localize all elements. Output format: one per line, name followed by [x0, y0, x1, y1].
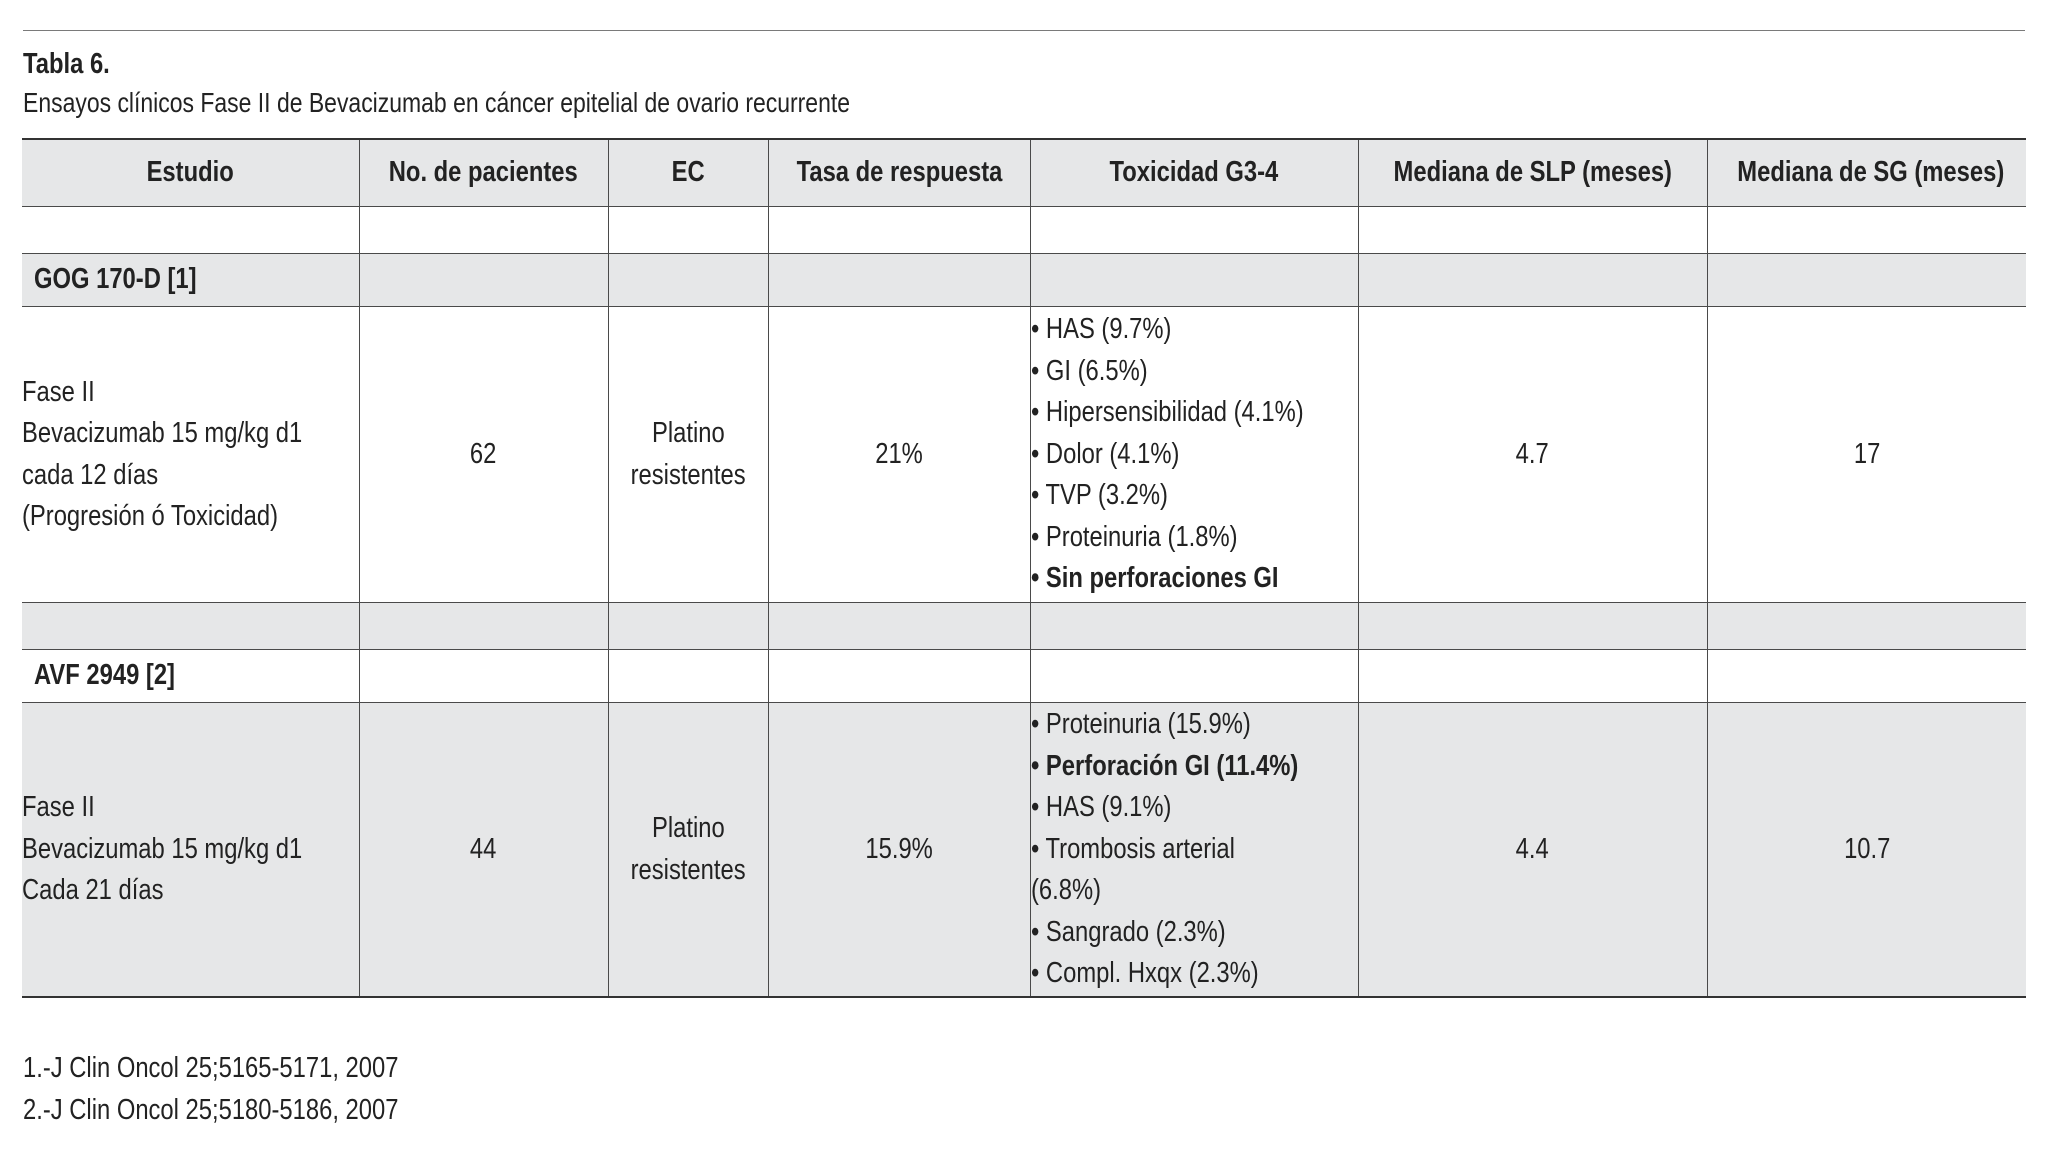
response-rate-cell: 15.9%	[768, 703, 1030, 998]
response-rate-cell: 21%	[768, 307, 1030, 603]
header-sg: Mediana de SG (meses)	[1707, 139, 2026, 207]
top-rule	[23, 30, 2025, 31]
ec-cell: Platino resistentes	[608, 307, 768, 603]
header-toxicidad: Toxicidad G3-4	[1030, 139, 1358, 207]
os-cell: 17	[1707, 307, 2026, 603]
pfs-cell: 4.4	[1358, 703, 1707, 998]
pfs-cell: 4.7	[1358, 307, 1707, 603]
study-name: GOG 170-D [1]	[22, 254, 359, 307]
spacer-row	[22, 207, 2026, 254]
reference-item: 1.-J Clin Oncol 25;5165-5171, 2007	[23, 1052, 399, 1084]
patients-cell: 44	[359, 703, 608, 998]
study-data-row	[22, 703, 2026, 998]
trials-table	[22, 138, 2026, 998]
regimen-cell: Fase II Bevacizumab 15 mg/kg d1 cada 12 días (Progresión ó Toxicidad)	[22, 307, 359, 603]
references	[23, 1047, 481, 1131]
header-estudio: Estudio	[22, 139, 359, 207]
header-ec: EC	[608, 139, 768, 207]
toxicity-cell: • Proteinuria (15.9%) • Perforación GI (11.4%) • HAS (9.1%) • Trombosis arterial (6.8%) • Sangrado (2.3%) • Compl. Hxqx (2.3%)	[1030, 703, 1358, 998]
study-label-row	[22, 254, 2026, 307]
caption-subtitle: Ensayos clínicos Fase II de Bevacizumab en cáncer epitelial de ovario recurrente	[23, 87, 850, 118]
spacer-row	[22, 603, 2026, 650]
toxicity-cell: • HAS (9.7%) • GI (6.5%) • Hipersensibilidad (4.1%) • Dolor (4.1%) • TVP (3.2%) • Proteinuria (1.8%) • Sin perforaciones GI	[1030, 307, 1358, 603]
table-caption	[23, 44, 2025, 122]
caption-title: Tabla 6.	[23, 48, 110, 80]
patients-cell: 62	[359, 307, 608, 603]
regimen-cell: Fase II Bevacizumab 15 mg/kg d1 Cada 21 días	[22, 703, 359, 998]
study-label-row	[22, 650, 2026, 703]
header-slp: Mediana de SLP (meses)	[1358, 139, 1707, 207]
header-row	[22, 139, 2026, 207]
header-respuesta: Tasa de respuesta	[768, 139, 1030, 207]
study-name: AVF 2949 [2]	[22, 650, 359, 703]
study-data-row	[22, 307, 2026, 603]
reference-item: 2.-J Clin Oncol 25;5180-5186, 2007	[23, 1094, 399, 1126]
os-cell: 10.7	[1707, 703, 2026, 998]
ec-cell: Platino resistentes	[608, 703, 768, 998]
header-pacientes: No. de pacientes	[359, 139, 608, 207]
